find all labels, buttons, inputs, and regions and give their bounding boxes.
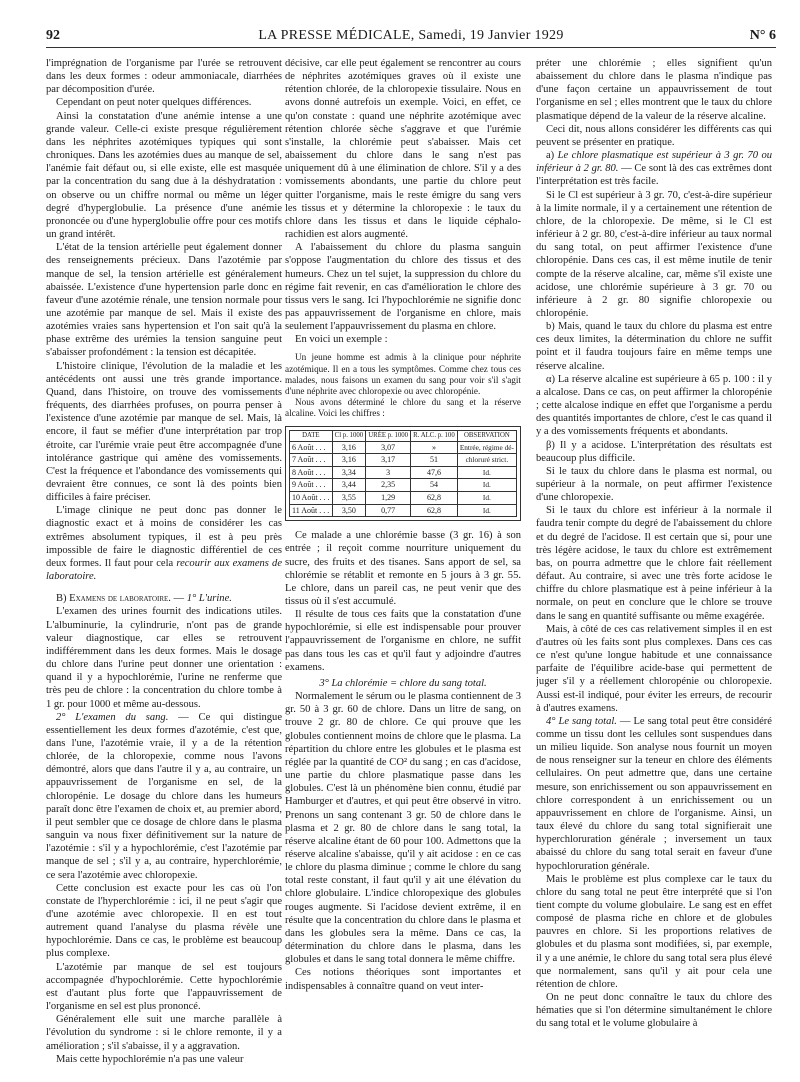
page-number: 92 — [46, 28, 60, 43]
paragraph: L'histoire clinique, l'évolution de la maladie et les antécédents ont aussi une très grande importance. Quand, dans l'histoire, on trouve des vomissements fréquents, des diarrhées profuses, on pourra penser à l'existence d'une azotémie par manque de sel. Mais, là encore, il faut se méfier d'une interprétation par trop étroite, car l'urémie vraie peut être accompagnée d'une intolérance gastrique qui amène des vomissements. C'est la fréquence et l'abondance des vomissements qui devraient être connues, ce sont là des points bien difficiles à faire préciser. — [46, 360, 282, 504]
paragraph-text: — Ce sont là des cas extrêmes dont l'interprétation est très facile. — [536, 163, 772, 188]
table-cell: 7 Août . . . — [290, 454, 333, 467]
chlore-table-frame — [285, 426, 521, 522]
paragraph: préter une chlorémie ; elles signifient qu'un abaissement du chlore dans le plasma n'indique pas d'une façon certaine un appauvrissement de tout l'organisme en sel ; elles montrent que le taux du chlore plasmatique dépend de la valeur de la réserve alcaline. — [536, 58, 772, 122]
table-cell: 9 Août . . . — [290, 479, 333, 492]
paragraph: 2° L'examen du sang. — Ce qui distingue essentiellement les deux formes d'azotémie, c'est que, dans l'une, l'azotémie vraie, il y a de la rétention chlorée, de la chloropexie, comme nous l'avons démontré, alors que dans l'autre il y a, au contraire, un appauvrissement de l'organisme en sel, de la chloropénie. Le dosage du chlore dans les humeurs paraît donc être l'examen de choix et, au premier abord, il peut sembler que ce dosage de chlore dans le plasma sanguin va nous fixer définitivement sur la nature de l'azotémie : s'il y a hypochlorémie, c'est l'azotémie par manque de sel ; s'il y a, au contraire, hyperchlorémie, ce sera l'azotémie avec chloropexie. — [46, 711, 282, 881]
table-cell: Id. — [457, 466, 516, 479]
paragraph: Ceci dit, nous allons considérer les différents cas qui peuvent se présenter en pratique. — [536, 123, 772, 148]
paragraph: L'azotémie par manque de sel est toujours accompagnée d'hypochlorémie. Cette hypochlorémie est d'autant plus forte que l'appauvrissement de l'organisme en sel est plus prononcé. — [46, 961, 282, 1013]
table-row — [290, 492, 517, 505]
subsection-title — [285, 677, 521, 690]
paragraph — [536, 149, 772, 188]
table-cell: 3,07 — [366, 441, 411, 454]
paragraph: Si le taux du chlore est inférieur à la normale il faudra tenir compte du degré de l'abaissement du chlore et du degré de l'acidose. Il est certain que si, pour une très légère acidose, le taux du chlore est extrêmement bas, on pourra admettre que le chlore fait réellement défaut. Au contraire, si avec une très forte acidose le chiffre du chlore plasmatique est à peine inférieur à la normale, on peut en conclure que le chlore se trouve dans le sang en quantité suffisante ou même exagérée. — [536, 505, 772, 622]
journal-title: LA PRESSE MÉDICALE, Samedi, 19 Janvier 1929 — [258, 28, 564, 43]
paragraph: α) La réserve alcaline est supérieure à 65 p. 100 : il y a alcalose. Dans ce cas, on peut affirmer la chloropénie ; cette alcalose indique en effet que l'organisme a perdu des quantités importantes de chlore, c'est le cas quand il y a des vomissements fréquents et abondants. — [536, 373, 772, 438]
paragraph: On ne peut donc connaître le taux du chlore des hématies que si l'on détermine simultanément le chlore du sang total et le volume globulaire à — [536, 992, 772, 1030]
section-title: B) Examens de laboratoire. — [56, 593, 171, 605]
list-marker: a) — [546, 150, 555, 162]
paragraph: Si le Cl est supérieur à 3 gr. 70, c'est-à-dire supérieur à la limite normale, il y a certainement une rétention de chlore, de la chloropexie. De même, si le Cl est inférieur à 2 gr. 80, c'est-à-dire inférieur au taux normal du sang total, on peut affirmer l'existence d'une chloropénie. Dans ces cas, il est même inutile de tenir compte de la réserve alcaline, car, même s'il existe une acidose, une chlorémie supérieure à 3 gr. 70 ou inférieure à 2 gr. 80 signifie chloropexie ou chloropénie. — [536, 189, 772, 319]
table-cell: Entrée, régime dé- — [457, 441, 516, 454]
table-cell: 2,35 — [366, 479, 411, 492]
table-cell: 62,8 — [411, 492, 458, 505]
emphasis: recourir aux examens de laboratoire. — [46, 557, 282, 583]
table-cell: 3,17 — [366, 454, 411, 467]
paragraph: L'état de la tension artérielle peut également donner des renseignements précieux. Dans l'azotémie par manque de sel, la tension artérielle est généralement abaissée. L'existence d'une hypertension parle donc en faveur d'une azotémie rénale, une tension normale pour une azotémie par manque de sel. Mais il existe des azotémies vraies sans hypertension et l'on sait qu'à la phase extrême des urémies la tension sanguine peut s'abaisser profondément : la tension est décapitée. — [46, 242, 282, 359]
table-cell: 3 — [366, 466, 411, 479]
subsection-title-text: 3° La chlorémie = chlore du sang total. — [319, 677, 487, 689]
paragraph-text: Ce qui distingue essentiellement les deux formes d'azotémie, c'est que, dans l'une, l'azotémie vraie, il y a de la rétention chlorée, de la chloropexie, comme nous l'avons démontré, alors que dans l'autre il y a, au contraire, un appauvrissement de l'organisme en sel, de la chloropénie. Le dosage du chlore dans les humeurs paraît donc être l'examen de choix et, au premier abord, il peut sembler que ce dosage de chlore dans le plasma sanguin va nous fixer définitivement sur la nature de l'azotémie : s'il y a hypochlorémie, c'est l'azotémie par manque de sel ; s'il y a, au contraire, hyperchlorémie, ce sera l'azotémie avec chloropexie. — [46, 711, 282, 881]
header-rule — [46, 47, 776, 48]
paragraph: b) Mais, quand le taux du chlore du plasma est entre ces deux limites, la détermination du chlore ne suffit point et il faudra toujours faire en même temps une réserve alcaline. — [536, 321, 772, 372]
paragraph: Généralement elle suit une marche parallèle à l'évolution du syndrome : si le chlore remonte, il y a amélioration ; s'il s'abaisse, il y a aggravation. — [46, 1014, 282, 1052]
subsection-title: 2° L'examen du sang. — [56, 711, 169, 723]
table-cell: 8 Août . . . — [290, 466, 333, 479]
emphasis: Le chlore plasmatique est supérieur à 3 gr. 70 ou inférieur à 2 gr. 80. — [536, 150, 772, 175]
paragraph: Ainsi la constatation d'une anémie intense a une grande valeur. Celle-ci existe presque régulièrement dans les néphrites azotémiques typiques qui sont chroniques. Dans les azotémies dues au manque de sel, l'anémie fait défaut ou, si elle existe, elle est masquée par la concentration du sang due à la déshydratation : on observe ou un chiffre normal ou même un léger degré d'hyperglobulie. La présence d'une anémie prononcée ou d'une hyperglobulie offre pour ces motifs un grand intérêt. — [46, 110, 282, 241]
section-heading-b: B) Examens de laboratoire. — 1° L'urine. — [56, 593, 232, 605]
table-cell: 51 — [411, 454, 458, 467]
paragraph: Si le taux du chlore dans le plasma est normal, ou supérieur à la normale, on peut affirmer l'existence d'une chloropexie. — [536, 465, 772, 504]
table-cell: 62,8 — [411, 504, 458, 517]
table-cell: 11 Août . . . — [290, 504, 333, 517]
paragraph — [46, 504, 282, 583]
table-row — [290, 479, 517, 492]
case-paragraph: Nous avons déterminé le chlore du sang et la réserve alcaline. Voici les chiffres : — [285, 397, 521, 419]
column-middle — [285, 57, 521, 1077]
table-cell: Id. — [457, 492, 516, 505]
paragraph: Ce malade a une chlorémie basse (3 gr. 16) à son entrée ; il reçoit comme nourriture uniquement du sucre, des fruits et des tisanes. Sans apport de sel, sa chlorémie se rétablit et remonte en 5 jours à 3 gr. 55. Le chlore, dans un pareil cas, ne peut venir que des tissus où il s'est accumulé. — [285, 530, 521, 607]
table-cell: 0,77 — [366, 504, 411, 517]
page-header — [46, 28, 776, 46]
table-cell: 3,44 — [332, 479, 366, 492]
table-cell: 3,50 — [332, 504, 366, 517]
case-paragraph: Un jeune homme est admis à la clinique pour néphrite azotémique. Il en a tous les symptômes. Comme chez tous ces malades, nous faisons un examen du sang pour voir s'il s'agit d'une néphrite avec chloropexie ou avec chloropénie. — [285, 352, 521, 397]
table-cell: Id. — [457, 504, 516, 517]
column-header: OBSERVATION — [457, 430, 516, 441]
table-row — [290, 454, 517, 467]
table-cell: 3,34 — [332, 466, 366, 479]
table-cell: 54 — [411, 479, 458, 492]
table-cell: 3,55 — [332, 492, 366, 505]
paragraph: Cette conclusion est exacte pour les cas où l'on constate de l'hyperchlorémie : ici, il ne peut s'agir que d'une azotémie avec chloropexie. Il en est tout autrement quand l'analyse du plasma révèle une hypochlorémie. Dans ce cas, le problème est beaucoup plus complexe. — [46, 882, 282, 960]
table-cell: chloruré strict. — [457, 454, 516, 467]
paragraph: Ces notions théoriques sont importantes et indispensables à connaître quand on veut inter- — [285, 967, 521, 992]
paragraph: Mais, à côté de ces cas relativement simples il en est d'autres où les faits sont plus complexes. Dans ces cas ce n'est qu'une longue habitude et une connaissance parfaite de l'équilibre acide-base qui permettent de juger s'il y a réellement chloropénie ou chloropexie. Aussi est-il indiqué, pour éviter les erreurs, de recourir à d'autres examens. — [536, 623, 772, 714]
paragraph: β) Il y a acidose. L'interprétation des résultats est beaucoup plus difficile. — [536, 439, 772, 464]
table-cell: 3,16 — [332, 454, 366, 467]
paragraph: décisive, car elle peut également se rencontrer au cours de néphrites azotémiques graves où il existe une rétention chlorée, de la chloropexie tissulaire. Nous en avons donné autrefois un exemple. Voici, en effet, ce qu'on constate : quand une néphrite azotémique avec rétention chlorée sèche s'aggrave et que l'urémie s'installe, la chlorémie peut s'abaisser. Mais cet abaissement du chlore dans le sang n'est pas uniquement dû à une élimination de chlore. S'il y a des vomissements abondants, une partie du chlore peut quitter l'organisme, mais le reste émigre du sang vers les tissus et y détermine la chloropexie : le taux du chlore dans les tissus et dans le liquide céphalo-rachidien est alors augmenté. — [285, 58, 521, 241]
table-cell: 6 Août . . . — [290, 441, 333, 454]
paragraph-text: Le sang total peut être considéré comme un tissu dont les cellules sont suspendues dans un milieu liquide. Son analyse nous fournit un moyen de nous renseigner sur la teneur en chlore des éléments cellulaires. On peut admettre que, dans une certaine mesure, son enrichissement ou son appauvrissement en chlore correspondent à un enrichissement ou un appauvrissement en chlore de l'organisme. Ainsi, un taux élevé du chlore du sang total signifierait une hyperchloruration générale ; inversement un taux abaissé du chlore du sang total serait en faveur d'une hypochloruration générale. — [536, 715, 772, 872]
column-left — [46, 57, 282, 1077]
table-row — [290, 504, 517, 517]
table-cell: 1,29 — [366, 492, 411, 505]
chlore-table — [289, 430, 517, 518]
paragraph: l'imprégnation de l'organisme par l'urée se retrouvent dans les deux formes : odeur ammoniacale, diarrhées par décomposition d'urée. — [46, 58, 282, 96]
paragraph: A l'abaissement du chlore du plasma sanguin s'oppose l'augmentation du chlore des tissus et des humeurs. Chez un tel sujet, la suppression du chlore du régime fait revenir, en cas d'amélioration le chlore des tissus vers le sang. Ici l'hypochlorémie ne signifie donc pas appauvrissement de l'organisme en chlore, mais seulement l'appauvrissement du plasma en chlore. — [285, 242, 521, 333]
column-header: Cl p. 1000 — [332, 430, 366, 441]
paragraph: En voici un exemple : — [295, 334, 388, 346]
paragraph: Il résulte de tous ces faits que la constatation d'une hypochlorémie, si elle est indispensable pour prouver l'appauvrissement de l'organisme en chlore, ne suffit pas dans tous les cas et qu'il faut y adjoindre d'autres examens. — [285, 609, 521, 673]
paragraph: Mais cette hypochlorémie n'a pas une valeur — [56, 1053, 244, 1065]
paragraph: Cependant on peut noter quelques différences. — [56, 97, 252, 109]
paragraph: Mais le problème est plus complexe car le taux du chlore du sang total ne peut être interprété que si l'on tient compte du volume globulaire. Le sang est en effet composé de plasma riche en chlore et de globules pauvres en chlore. Si les proportions relatives de globules et du plasma sont modifiées, si, par exemple, il y a une anémie, le chlore du sang total sera plus élevé que normalement, sans qu'il y ait pour cela une rétention de chlore. — [536, 873, 772, 990]
subsection-title: 1° L'urine. — [186, 593, 232, 605]
table-cell: 47,6 — [411, 466, 458, 479]
column-header: R. ALC. p. 100 — [411, 430, 458, 441]
table-cell: 3,16 — [332, 441, 366, 454]
table-cell: Id. — [457, 479, 516, 492]
table-cell: » — [411, 441, 458, 454]
paragraph: 4° Le sang total. — Le sang total peut être considéré comme un tissu dont les cellules sont suspendues dans un milieu liquide. Son analyse nous fournit un moyen de nous renseigner sur la teneur en chlore des éléments cellulaires. On peut admettre que, dans une certaine mesure, son enrichissement ou son appauvrissement en chlore correspondent à un enrichissement ou un appauvrissement en chlore de l'organisme. Ainsi, un taux élevé du chlore du sang total signifierait une hyperchloruration générale ; inversement un taux abaissé du chlore du sang total serait en faveur d'une hypochloruration générale. — [536, 715, 772, 872]
paragraph-text: L'image clinique ne peut donc pas donner le diagnostic exact et à moins de considérer les cas extrêmes absolument typiques, il est à peu près impossible de faire le diagnostic différentiel de ces deux formes. Il faut pour cela — [46, 505, 282, 569]
table-row — [290, 441, 517, 454]
column-header: URÉE p. 1000 — [366, 430, 411, 441]
paragraph: Normalement le sérum ou le plasma contiennent de 3 gr. 50 à 3 gr. 60 de chlore. Dans un litre de sang, on trouve 2 gr. 80 de chlore. Ce qui prouve que les globules contiennent moins de chlore que le plasma. La répartition du chlore entre les globules et le plasma est réglée par la quantité de CO² du sang ; en cas d'acidose, une partie du chlore plasmatique passe dans les globules. C'est là un phénomène bien connu, étudié par Hamburger et d'autres, et qui peut être observé in vitro. Prenons un sang contenant 3 gr. 50 de chlore dans le plasma et 2 gr. 80 de chlore dans le sang total, la réserve alcaline étant de 60 pour 100. Admettons que la réserve alcaline s'abaisse, qu'il y ait acidose : en ce cas le chlore du plasma diminue ; comme le chlore du sang total reste constant, il faut qu'il y ait une élévation du chlore globulaire. L'indice chloropexique des globules rouges augmente. Si l'acidose devient extrême, il en résulte que la concentration du chlore dans le plasma et dans les globules sera la même. Dans ce cas, la détermination du chlore dans le plasma, dans les globules et dans le sang total donnera le même chiffre. — [285, 691, 521, 966]
column-right — [536, 57, 772, 1077]
column-header: DATE — [290, 430, 333, 441]
paragraph: L'examen des urines fournit des indications utiles. L'albuminurie, la cylindrurie, n'ont pas de grande valeur diagnostique, car elles se retrouvent indifféremment dans les deux formes. Mais le dosage du chlore dans l'urine peut donner une orientation : quand il y a hypochlorémie, l'urine ne renferme que très peu de chlore : la concentration du chlore tombe à 1 gr. pour 1000 et même au-dessous. — [46, 606, 282, 710]
subsection-title: 4° Le sang total. — [546, 715, 617, 727]
issue-number: N° 6 — [749, 28, 776, 43]
table-header-row — [290, 430, 517, 441]
table-row — [290, 466, 517, 479]
table-cell: 10 Août . . . — [290, 492, 333, 505]
